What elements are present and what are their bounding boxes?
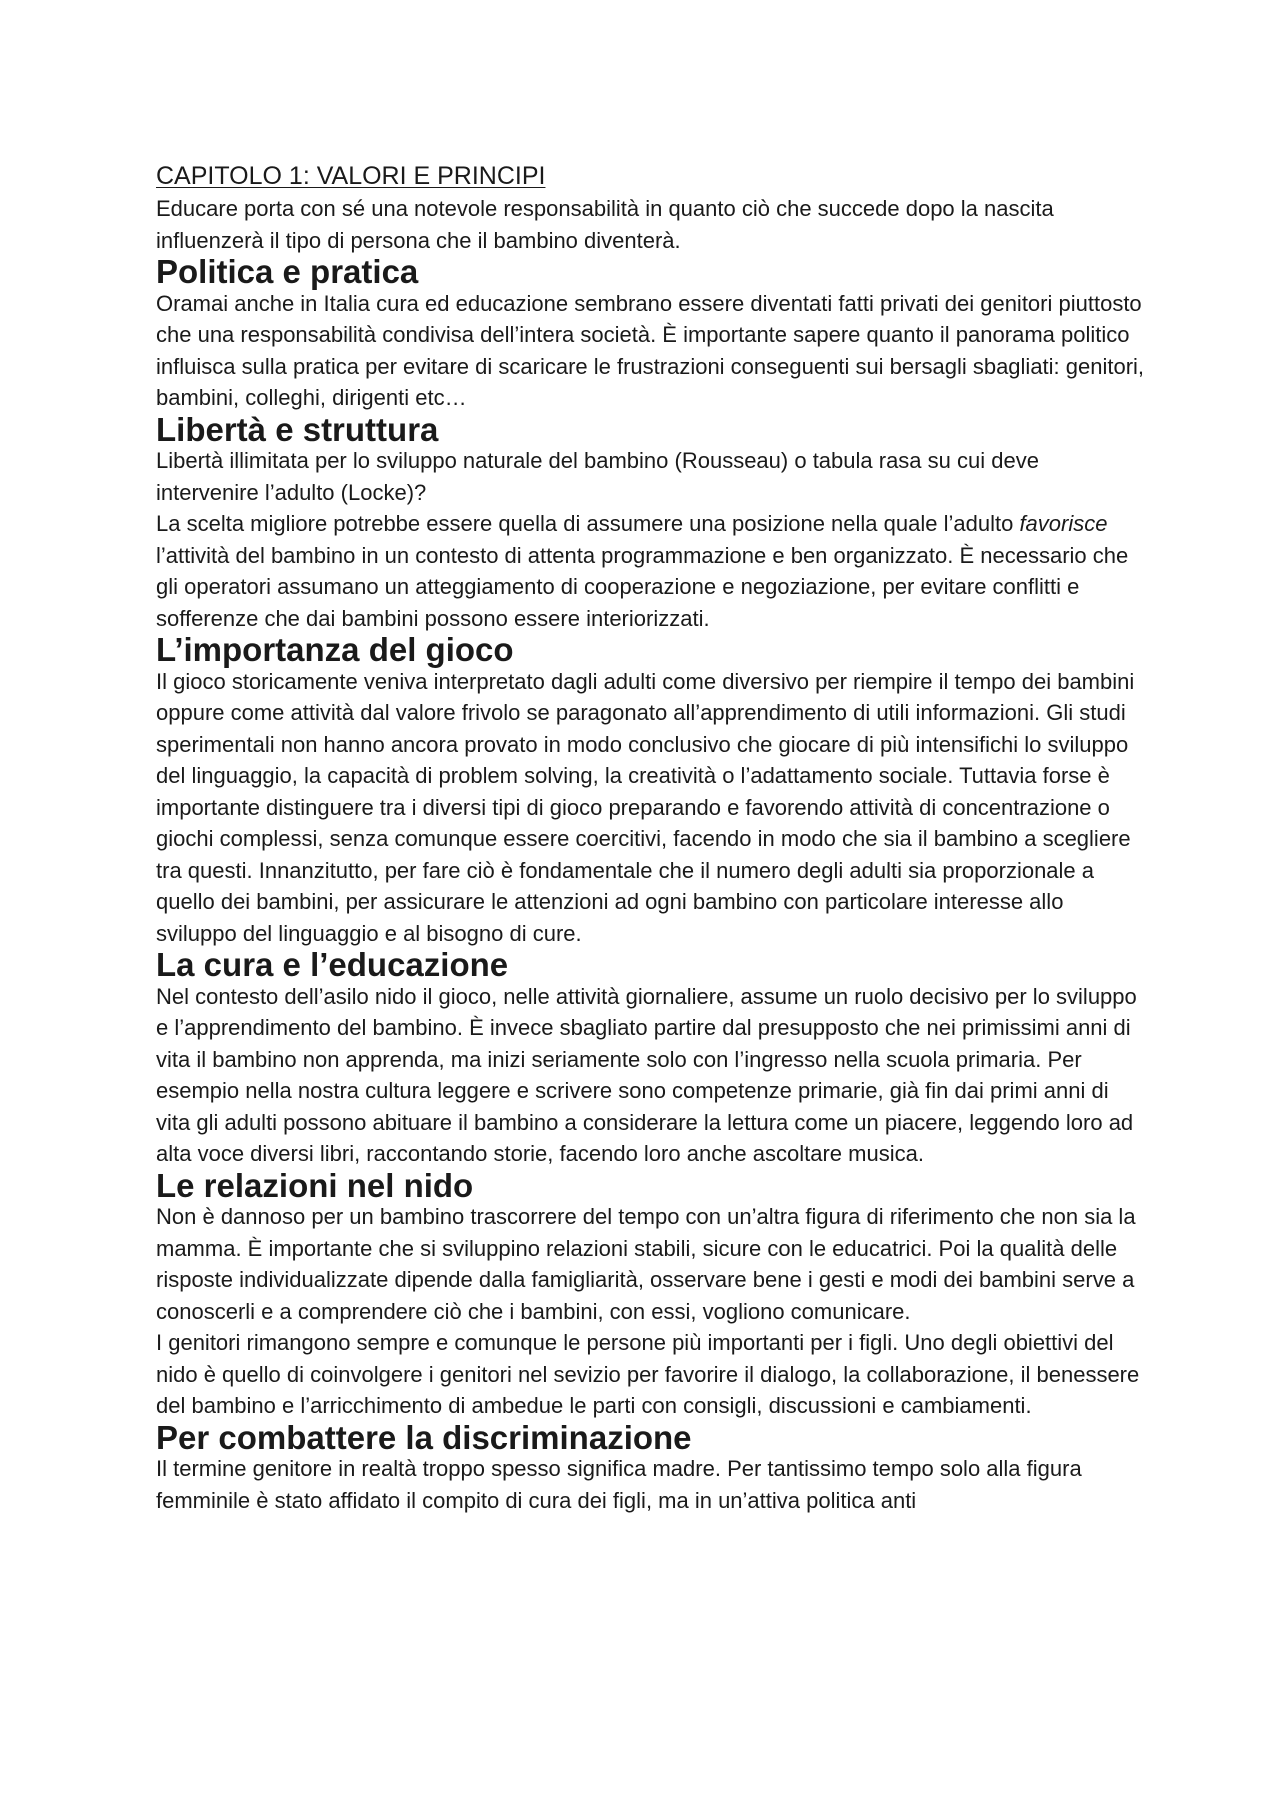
paragraph-discriminazione-1: Il termine genitore in realtà troppo spesso significa madre. Per tantissimo tempo solo alla figura femminile è stato affidato il compito di cura dei figli, ma in un’attiva politica anti (156, 1456, 1082, 1513)
section-heading-relazioni: Le relazioni nel nido (156, 1166, 474, 1204)
section-heading-cura: La cura e l’educazione (156, 946, 509, 983)
paragraph-liberta-1: Libertà illimitata per lo sviluppo naturale del bambino (Rousseau) o tabula rasa su cui deve intervenire l’adulto (Locke)? (156, 448, 1039, 505)
paragraph-cura-1: Nel contesto dell’asilo nido il gioco, nelle attività giornaliere, assume un ruolo decisivo per lo sviluppo e l’apprendimento del bambino. È invece sbagliato partire dal presupposto che nei primissimi anni di vita il bambino non apprenda, ma inizi seriamente solo con l’ingresso nella scuola primaria. Per esempio nella nostra cultura leggere e scrivere sono competenze primarie, già fin dai primi anni di vita gli adulti possono abituare il bambino a considerare la lettura come un piacere, leggendo loro ad alta voce diversi libri, raccontando storie, facendo loro anche ascoltare musica. (156, 983, 1137, 1166)
paragraph-liberta-2 (156, 508, 1146, 634)
document-page (156, 160, 1146, 1516)
paragraph-relazioni-2: I genitori rimangono sempre e comunque le persone più importanti per i figli. Uno degli obiettivi del nido è quello di coinvolgere i genitori nel sevizio per favorire il dialogo, la collaborazione, il benessere del bambino e l’arricchimento di ambedue le parti con consigli, discussioni e cambiamenti. (156, 1330, 1140, 1418)
paragraph-liberta-2-end: l’attività del bambino in un contesto di attenta programmazione e ben organizzato. È necessario che gli operatori assumano un atteggiamento di cooperazione e negoziazione, per evitare conflitti e sofferenze che dai bambini possono essere interiorizzati. (156, 542, 1129, 631)
chapter-title: CAPITOLO 1: VALORI E PRINCIPI (156, 162, 546, 190)
paragraph-politica-1: Oramai anche in Italia cura ed educazione sembrano essere diventati fatti privati dei genitori piuttosto che una responsabilità condivisa dell’intera società. È importante sapere quanto il panorama politico influisca sulla pratica per evitare di scaricare le frustrazioni conseguenti sui bersagli sbagliati: genitori, bambini, colleghi, dirigenti etc… (156, 290, 1145, 410)
section-heading-gioco: L’importanza del gioco (156, 631, 514, 668)
intro-paragraph: Educare porta con sé una notevole responsabilità in quanto ciò che succede dopo la nascita influenzerà il tipo di persona che il bambino diventerà. (156, 196, 1054, 253)
section-heading-discriminazione: Per combattere la discriminazione (156, 1418, 692, 1456)
italic-word-favorisce: favorisce (1019, 511, 1108, 536)
section-heading-liberta: Libertà e struttura (156, 410, 439, 448)
paragraph-relazioni-1: Non è dannoso per un bambino trascorrere del tempo con un’altra figura di riferimento che non sia la mamma. È importante che si sviluppino relazioni stabili, sicure con le educatrici. Poi la qualità delle risposte individualizzate dipende dalla famigliarità, osservare bene i gesti e modi dei bambini serve a conoscerli e a comprendere ciò che i bambini, con essi, vogliono comunicare. (156, 1204, 1136, 1324)
paragraph-gioco-1: Il gioco storicamente veniva interpretato dagli adulti come diversivo per riempire il tempo dei bambini oppure come attività dal valore frivolo se paragonato all’apprendimento di utili informazioni. Gli studi sperimentali non hanno ancora provato in modo conclusivo che giocare di più intensifichi lo sviluppo del linguaggio, la capacità di problem solving, la creatività o l’adattamento sociale. Tuttavia forse è importante distinguere tra i diversi tipi di gioco preparando e favorendo attività di concentrazione o giochi complessi, senza comunque essere coercitivi, facendo in modo che sia il bambino a scegliere tra questi. Innanzitutto, per fare ciò è fondamentale che il numero degli adulti sia proporzionale a quello dei bambini, per assicurare le attenzioni ad ogni bambino con particolare interesse allo sviluppo del linguaggio e al bisogno di cure. (156, 668, 1135, 946)
section-heading-politica: Politica e pratica (156, 253, 419, 290)
paragraph-liberta-2-start: La scelta migliore potrebbe essere quella di assumere una posizione nella quale l’adulto (156, 511, 1020, 536)
